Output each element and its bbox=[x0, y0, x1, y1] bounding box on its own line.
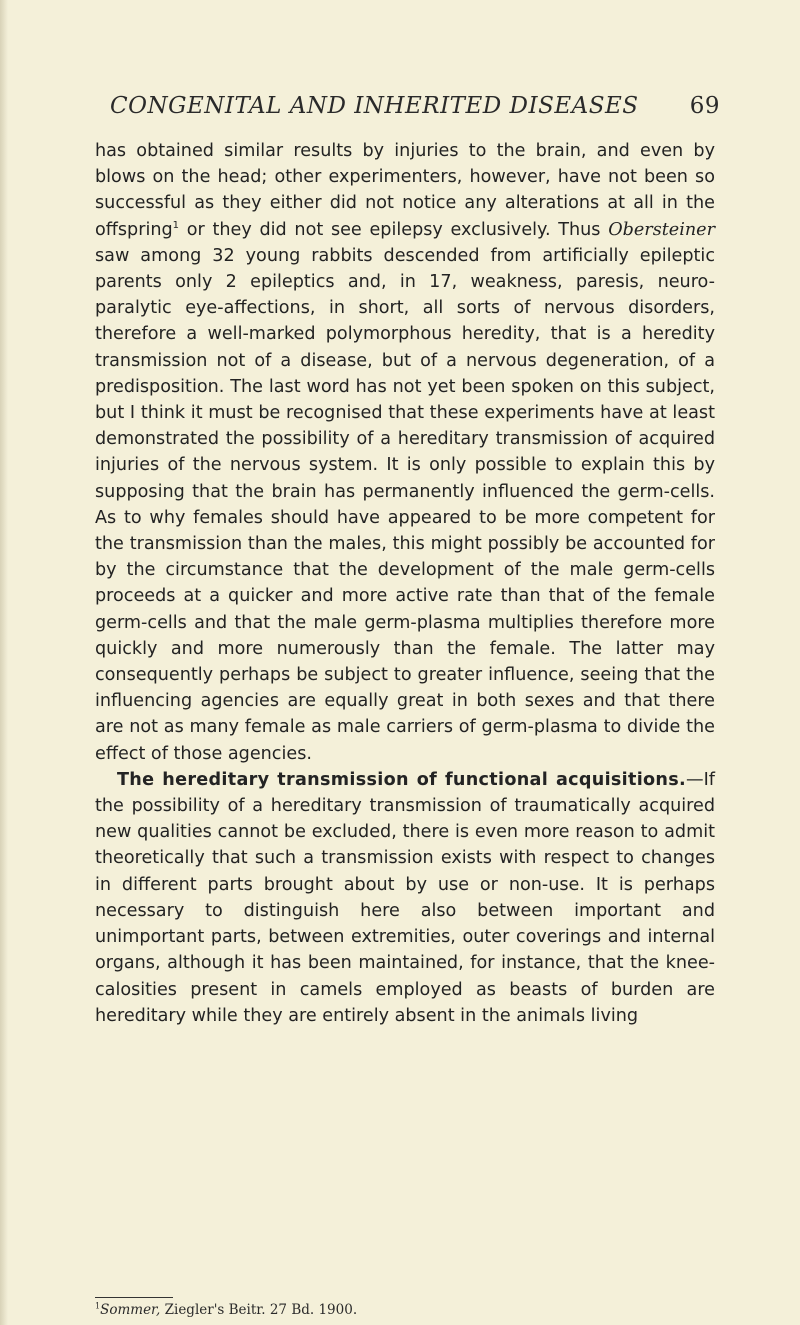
running-head-title: CONGENITAL AND INHERITED DISEASES bbox=[110, 93, 639, 119]
footnote-divider bbox=[95, 1297, 173, 1298]
section-heading: The hereditary transmission of functional acquisitions. bbox=[117, 769, 687, 790]
author-name-obersteiner: Obersteiner bbox=[608, 219, 715, 240]
running-head bbox=[110, 93, 720, 119]
paragraph-1-part-3: saw among 32 young rabbits descended from artificially epileptic parents only 2 epileptics and, in 17, weakness, paresis, neuro-paralytic eye-affections, in short, all sorts of nervous disorders, therefore a well-marked polymorphous heredity, that is a heredity transmission not of a disease, but of a nervous degeneration, of a predisposition. The last word has not yet been spoken on this subject, but I think it must be recognised that these experiments have at least demonstrated the possibility of a hereditary transmission of acquired injuries of the nervous system. It is only possible to explain this by supposing that the brain has permanently influenced the germ-cells. As to why females should have appeared to be more competent for the transmission than the males, this might possibly be accounted for by the circumstance that the development of the male germ-cells proceeds at a quicker and more active rate than that of the female germ-cells and that the male germ-plasma multiplies therefore more quickly and more numerously than the female. The latter may consequently perhaps be subject to greater influence, seeing that the influencing agencies are equally great in both sexes and that there are not as many female as male carriers of germ-plasma to divide the effect of those agencies. bbox=[95, 245, 715, 764]
paragraph-2 bbox=[95, 767, 715, 1029]
page-number: 69 bbox=[689, 93, 720, 119]
footnote-reference: 1 bbox=[172, 219, 180, 231]
paragraph-1-part-1: has obtained similar results by injuries to the brain, and even by blows on the head; other experimenters, however, have not been so successful as they either did not notice any alterations at all in the offspring bbox=[95, 141, 715, 240]
footnote bbox=[95, 1302, 357, 1318]
body-text bbox=[95, 138, 715, 1029]
paragraph-1 bbox=[95, 138, 715, 767]
page-binding-edge bbox=[0, 0, 8, 1325]
footnote-citation: Ziegler's Beitr. 27 Bd. 1900. bbox=[160, 1302, 358, 1318]
footnote-marker: 1 bbox=[95, 1301, 101, 1311]
footnote-author: Sommer, bbox=[100, 1302, 161, 1318]
paragraph-2-text: —If the possibility of a hereditary transmission of traumatically acquired new qualities cannot be excluded, there is even more reason to admit theoretically that such a transmission exists with respect to changes in different parts brought about by use or non-use. It is perhaps necessary to distinguish here also between important and unimportant parts, between extremities, outer coverings and internal organs, although it has been maintained, for instance, that the knee-calosities present in camels employed as beasts of burden are hereditary while they are entirely absent in the animals living bbox=[95, 769, 715, 1026]
paragraph-1-part-2: or they did not see epilepsy exclusively. Thus bbox=[179, 219, 609, 240]
